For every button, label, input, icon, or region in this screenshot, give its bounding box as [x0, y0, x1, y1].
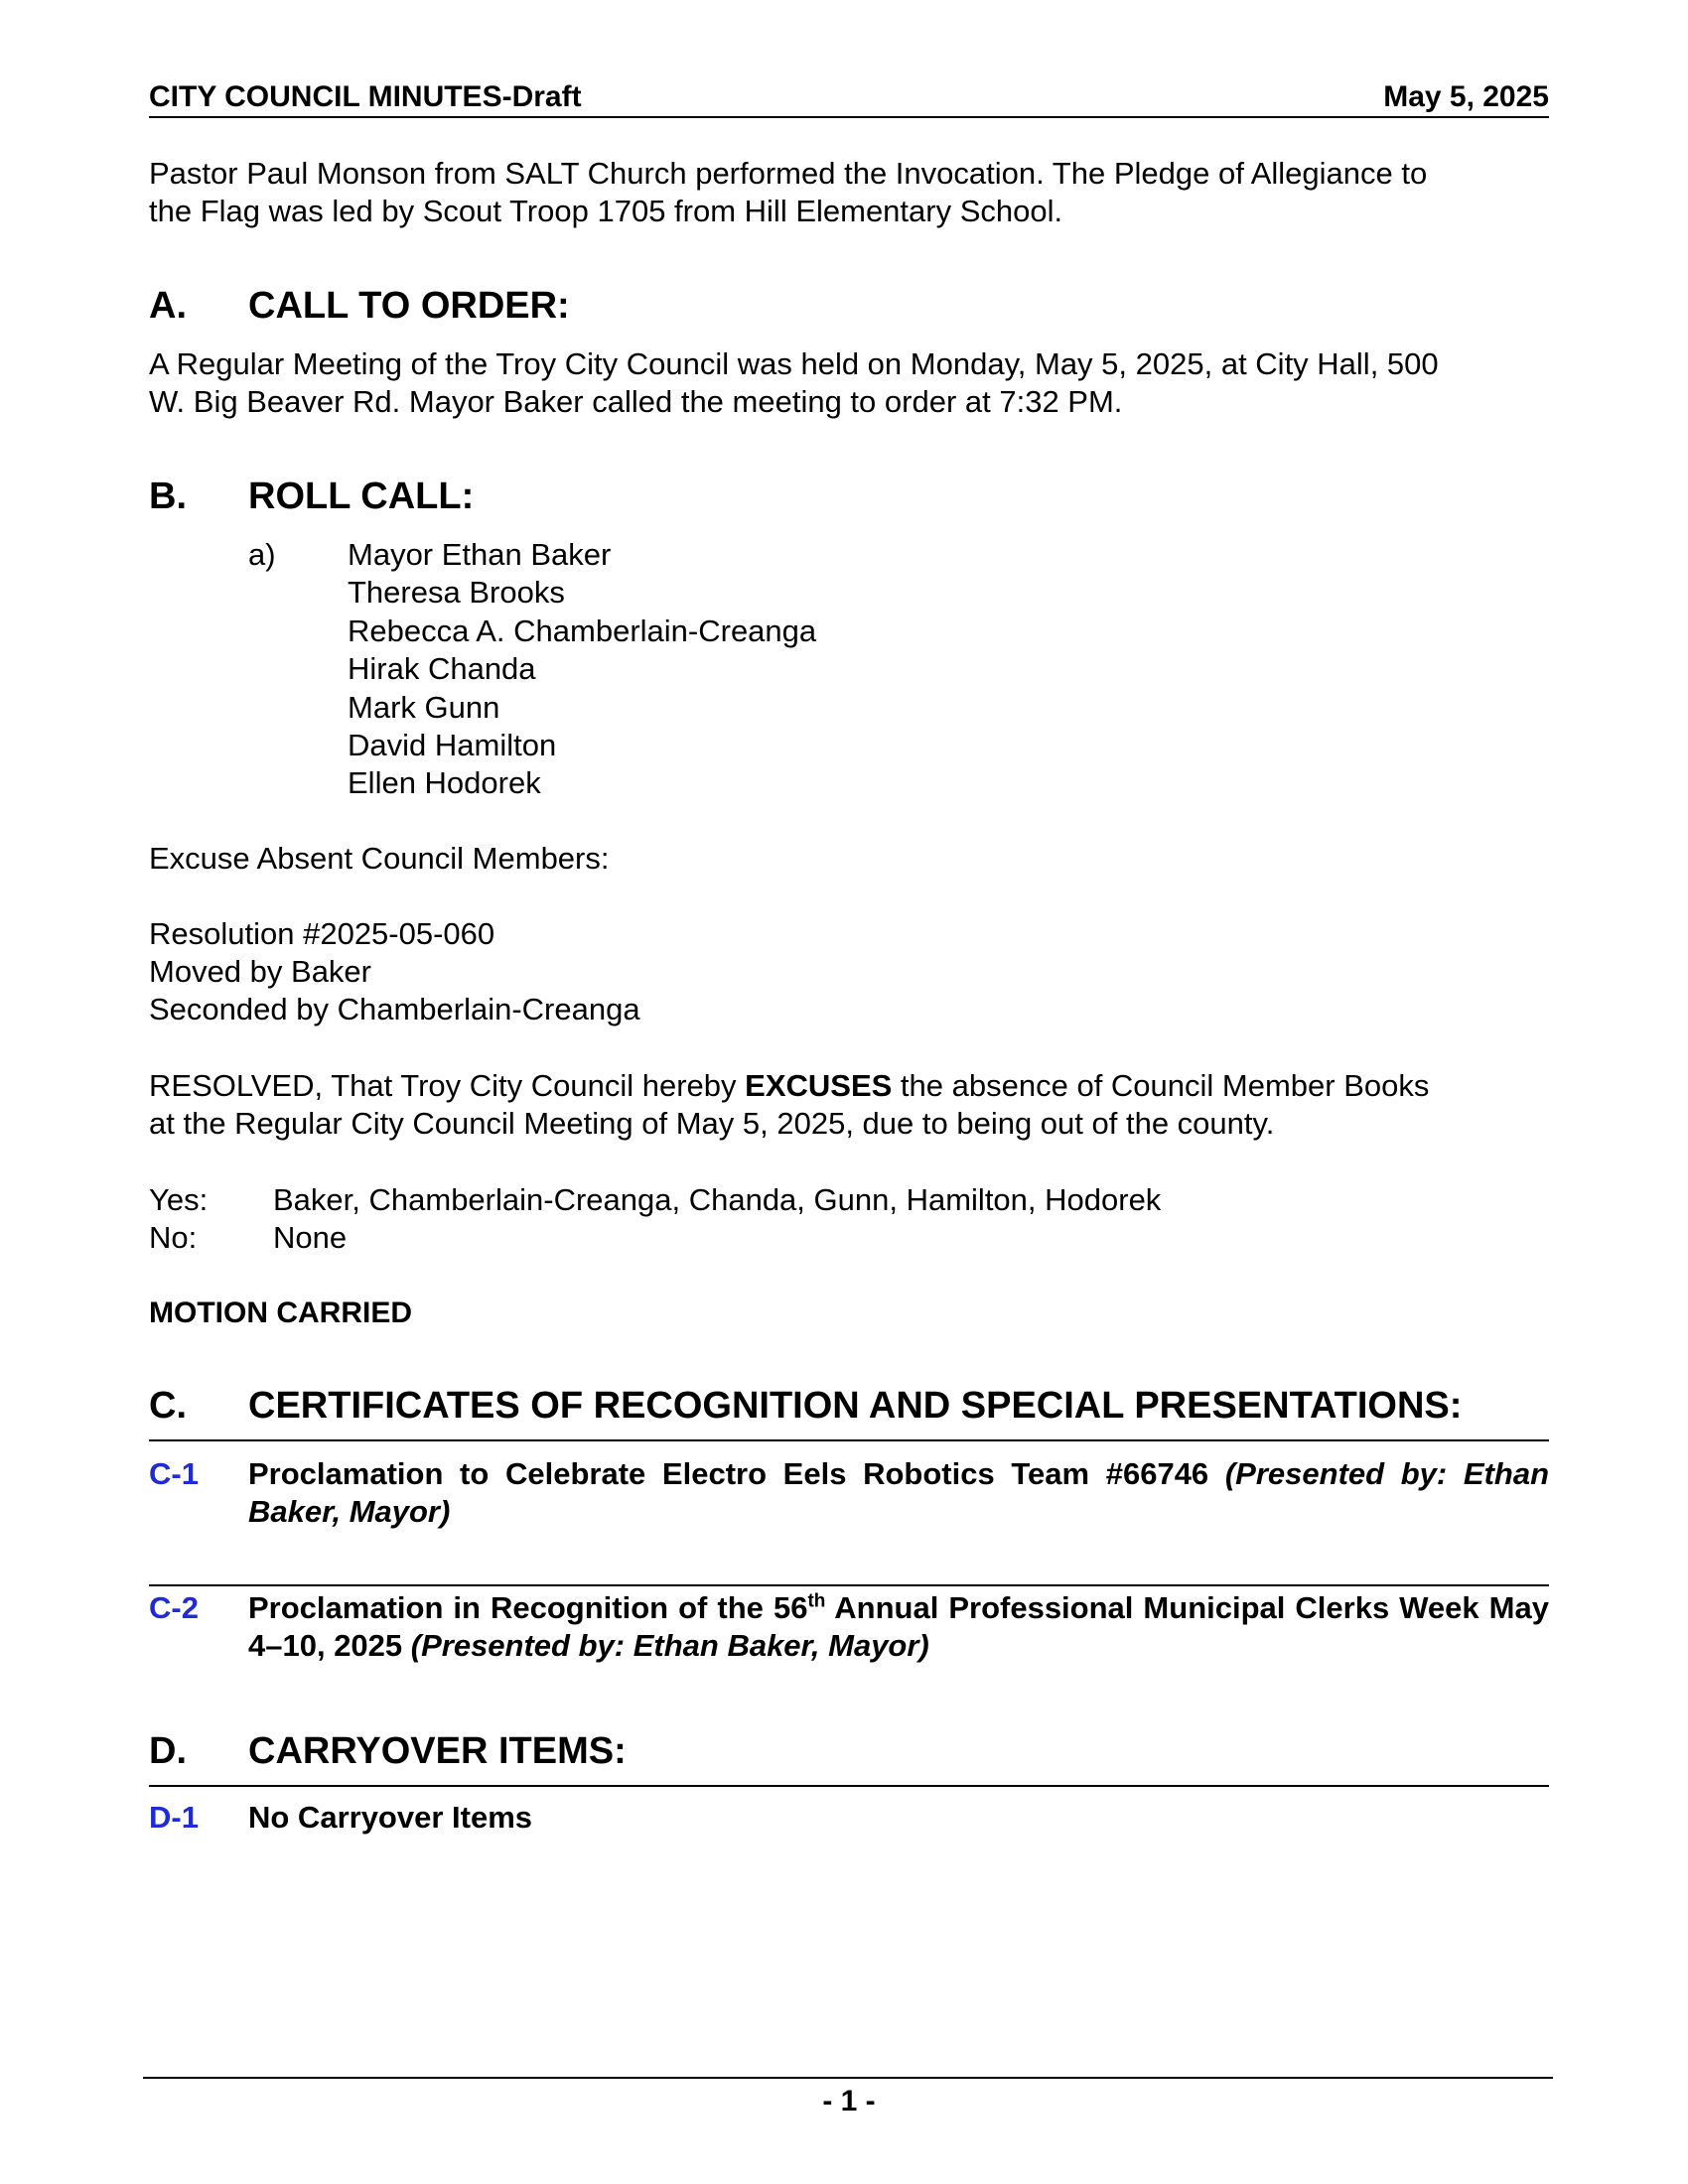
vote-yes-label: Yes: — [149, 1182, 209, 1217]
section-a-title: CALL TO ORDER: — [248, 285, 570, 327]
roll-member: Mark Gunn — [348, 689, 500, 725]
section-a-heading — [149, 284, 570, 328]
agenda-item-c-1 — [149, 1455, 1549, 1531]
item-title: Proclamation to Celebrate Electro Eels Robotics Team #66746 — [248, 1456, 1225, 1491]
call-to-order-line-2: W. Big Beaver Rd. Mayor Baker called the meeting to order at 7:32 PM. — [149, 384, 1123, 419]
section-b-letter: B. — [149, 476, 187, 517]
item-presenter: (Presented by: Ethan Baker, Mayor) — [410, 1628, 929, 1663]
item-title-pre: Proclamation in Recognition of the 56 — [248, 1590, 808, 1625]
agenda-item-c-2 — [149, 1589, 1549, 1665]
resolved-line-1 — [149, 1067, 1549, 1105]
resolved-suffix: the absence of Council Member Books — [892, 1068, 1430, 1103]
section-c-heading — [149, 1384, 1549, 1441]
intro-line-1: Pastor Paul Monson from SALT Church performed the Invocation. The Pledge of Allegiance to — [149, 156, 1428, 191]
section-a-letter: A. — [149, 285, 187, 327]
section-c-title: CERTIFICATES OF RECOGNITION AND SPECIAL PRESENTATIONS: — [248, 1385, 1463, 1427]
resolved-excuses: EXCUSES — [745, 1068, 893, 1103]
item-text — [248, 1589, 1549, 1665]
item-number: D-1 — [149, 1800, 199, 1835]
header-date: May 5, 2025 — [1383, 80, 1549, 113]
vote-no-value: None — [273, 1220, 348, 1255]
roll-member: David Hamilton — [348, 727, 557, 762]
section-d-letter: D. — [149, 1730, 187, 1772]
item-text — [248, 1455, 1549, 1531]
roll-member: Hirak Chanda — [348, 651, 536, 687]
moved-by: Moved by Baker — [149, 954, 371, 989]
call-to-order-line-1: A Regular Meeting of the Troy City Council was held on Monday, May 5, 2025, at City Hall, 500 — [149, 346, 1439, 381]
page-number: - 1 - — [822, 2085, 876, 2117]
item-title-post: Annual Professional Municipal Clerks Week May 4–10, 2025 — [248, 1590, 1549, 1663]
document-page — [149, 0, 1549, 2184]
section-b-title: ROLL CALL: — [248, 476, 475, 517]
resolution-number: Resolution #2025-05-060 — [149, 916, 495, 951]
roll-member: Ellen Hodorek — [348, 765, 541, 801]
item-number: C-2 — [149, 1590, 199, 1625]
roll-call-list — [248, 536, 816, 803]
item-divider — [149, 1584, 1549, 1586]
intro-line-2: the Flag was led by Scout Troop 1705 from Hill Elementary School. — [149, 194, 1063, 228]
item-text: No Carryover Items — [248, 1800, 533, 1835]
item-number: C-1 — [149, 1456, 199, 1491]
item-title-sup: th — [807, 1590, 826, 1612]
item-presenter: (Presented by: Ethan Baker, Mayor) — [248, 1456, 1550, 1529]
resolved-prefix: RESOLVED, That Troy City Council hereby — [149, 1068, 746, 1103]
vote-yes — [149, 1181, 1161, 1219]
excuse-heading: Excuse Absent Council Members: — [149, 841, 610, 876]
section-b-heading — [149, 475, 474, 518]
vote-no — [149, 1219, 347, 1257]
header-title: CITY COUNCIL MINUTES-Draft — [149, 80, 582, 113]
roll-member: Rebecca A. Chamberlain-Creanga — [348, 613, 817, 648]
motion-carried: MOTION CARRIED — [149, 1297, 412, 1329]
section-d-heading — [149, 1729, 1549, 1787]
section-d-title: CARRYOVER ITEMS: — [248, 1730, 627, 1772]
vote-no-label: No: — [149, 1220, 198, 1255]
agenda-item-d-1 — [149, 1799, 1549, 1837]
roll-call-label: a) — [248, 537, 276, 572]
footer-rule — [143, 2077, 1553, 2079]
roll-member: Theresa Brooks — [348, 575, 565, 611]
roll-member: Mayor Ethan Baker — [348, 537, 612, 572]
page-header — [149, 79, 1549, 118]
vote-yes-value: Baker, Chamberlain-Creanga, Chanda, Gunn, Hamilton, Hodorek — [273, 1182, 1162, 1217]
section-c-letter: C. — [149, 1385, 187, 1427]
resolved-line-2: at the Regular City Council Meeting of May 5, 2025, due to being out of the county. — [149, 1106, 1275, 1141]
seconded-by: Seconded by Chamberlain-Creanga — [149, 992, 640, 1026]
